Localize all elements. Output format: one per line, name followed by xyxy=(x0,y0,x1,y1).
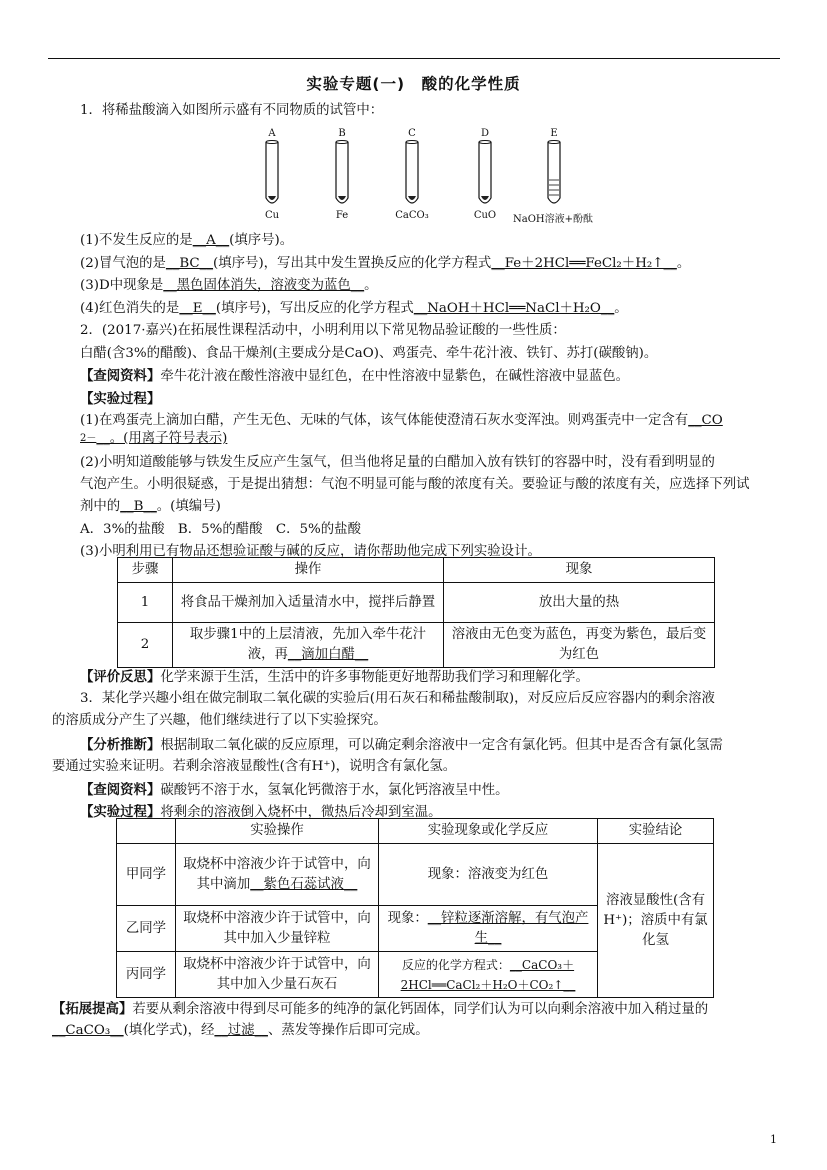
table-header: 操作 xyxy=(173,558,444,583)
table-header: 现象 xyxy=(444,558,715,583)
table-header: 步骤 xyxy=(118,558,173,583)
tube-a-label: A xyxy=(268,128,276,139)
q3-stem-l2: 的溶质成分产生了兴趣，他们继续进行了以下实验探究。 xyxy=(52,713,387,728)
answer-blank: __A__ xyxy=(192,233,230,248)
q2-part1-cont: $^{2-}$__。(用离子符号表示) xyxy=(80,431,228,446)
q3-table xyxy=(116,818,714,998)
solid-sample xyxy=(481,196,489,200)
page-number: 1 xyxy=(770,1133,777,1146)
q2-part1: (1)在鸡蛋壳上滴加白醋，产生无色、无味的气体，该气体能使澄清石灰水变浑浊。则鸡蛋壳中一定含有__CO xyxy=(80,413,723,428)
answer-equation: __Fe＋2HCl══FeCl₂＋H₂↑__ xyxy=(491,256,677,271)
table-header: 实验操作 xyxy=(176,819,379,844)
table-row: 丙同学 取烧杯中溶液少许于试管中，向其中加入少量石灰石 反应的化学方程式：__CaCO₃＋2HCl══CaCl₂＋H₂O＋CO₂↑__ xyxy=(117,952,714,998)
answer-blank: __E__ xyxy=(179,301,216,316)
q1-part3: (3)D中现象是__黑色固体消失，溶液变为蓝色__。 xyxy=(80,278,378,293)
tube-b-substance: Fe xyxy=(335,210,349,221)
q3-analysis: 【分析推断】根据制取二氧化碳的反应原理，可以确定剩余溶液中一定含有氯化钙。但其中是否含有氯化氢需 xyxy=(80,737,723,753)
conclusion-cell: 溶液显酸性(含有H⁺)；溶质中有氯化氢 xyxy=(598,844,714,998)
test-tube-figure xyxy=(250,128,593,225)
test-tube-rim xyxy=(479,141,491,144)
tube-c-substance: CaCO₃ xyxy=(395,210,429,221)
q2-options: A．3%的盐酸 B．5%的醋酸 C．5%的盐酸 xyxy=(80,522,361,537)
q2-materials: 白醋(含3%的醋酸)、食品干燥剂(主要成分是CaO)、鸡蛋壳、牵牛花汁液、铁钉、苏打(碳酸钠)。 xyxy=(80,346,658,361)
tube-e-label: E xyxy=(550,128,558,139)
test-tube xyxy=(336,142,348,203)
table-header: 实验结论 xyxy=(598,819,714,844)
q3-analysis-cont: 要通过实验来证明。若剩余溶液显酸性(含有H⁺)，说明含有氯化氢。 xyxy=(52,759,457,774)
q2-part3: (3)小明利用已有物品还想验证酸与碱的反应，请你帮助他完成下列实验设计。 xyxy=(80,544,541,559)
answer-blank: __黑色固体消失，溶液变为蓝色__ xyxy=(163,278,365,293)
test-tube xyxy=(266,142,278,203)
q2-process-tag: 【实验过程】 xyxy=(80,391,161,407)
tube-c-label: C xyxy=(408,128,416,139)
page-title: 实验专题(一) 酸的化学性质 xyxy=(306,75,521,93)
q2-evaluation: 【评价反思】化学来源于生活，生活中的许多事物能更好地帮助我们学习和理解化学。 xyxy=(80,669,589,685)
q2-part2-l2: 气泡产生。小明很疑惑，于是提出猜想：气泡不明显可能与酸的浓度有关。要验证与酸的浓度有关，应选择下列试 xyxy=(80,477,750,492)
table-row: 2 取步骤1中的上层清液，先加入牵牛花汁液，再__滴加白醋__ 溶液由无色变为蓝色，再变为紫色，最后变为红色 xyxy=(118,623,715,668)
header-rule xyxy=(48,58,780,59)
q3-process: 【实验过程】将剩余的溶液倒入烧杯中，微热后冷却到室温。 xyxy=(80,804,442,820)
q3-extension: 【拓展提高】若要从剩余溶液中得到尽可能多的纯净的氯化钙固体，同学们认为可以向剩余溶液中加入稍过量的 xyxy=(52,1001,709,1017)
tube-a-substance: Cu xyxy=(264,210,280,221)
test-tube xyxy=(406,142,418,203)
test-tube-rim xyxy=(406,141,418,144)
table-row: 1 将食品干燥剂加入适量清水中，搅拌后静置 放出大量的热 xyxy=(118,583,715,623)
test-tube-rim xyxy=(336,141,348,144)
tube-d-label: D xyxy=(480,128,490,139)
q1-part4: (4)红色消失的是__E__(填序号)，写出反应的化学方程式__NaOH＋HCl══NaCl＋H₂O__。 xyxy=(80,301,628,316)
q2-part2-l3: 剂中的__B__。(填编号) xyxy=(80,499,221,514)
q2-table xyxy=(117,557,715,668)
table-row: 甲同学 取烧杯中溶液少许于试管中，向其中滴加__紫色石蕊试液__ 现象：溶液变为红色 溶液显酸性(含有H⁺)；溶质中有氯化氢 xyxy=(117,844,714,906)
q1-part2: (2)冒气泡的是__BC__(填序号)，写出其中发生置换反应的化学方程式__Fe＋2HCl══FeCl₂＋H₂↑__。 xyxy=(80,256,691,271)
test-tube xyxy=(479,142,491,203)
q2-reference: 【查阅资料】牵牛花汁液在酸性溶液中显红色，在中性溶液中显紫色，在碱性溶液中显蓝色。 xyxy=(80,368,630,384)
tube-b-label: B xyxy=(338,128,346,139)
answer-blank: __BC__ xyxy=(165,256,214,271)
q1-stem: 1．将稀盐酸滴入如图所示盛有不同物质的试管中： xyxy=(80,103,384,118)
solid-sample xyxy=(268,196,276,200)
table-header: 实验现象或化学反应 xyxy=(379,819,598,844)
solid-sample xyxy=(408,196,416,200)
solid-sample xyxy=(338,196,346,200)
q2-part2-l1: (2)小明知道酸能够与铁发生反应产生氢气，但当他将足量的白醋加入放有铁钉的容器中时，没有看到明显的 xyxy=(80,455,715,470)
test-tube xyxy=(548,142,560,203)
answer-equation: __NaOH＋HCl══NaCl＋H₂O__ xyxy=(413,301,615,316)
q3-reference: 【查阅资料】碳酸钙不溶于水，氢氧化钙微溶于水，氯化钙溶液呈中性。 xyxy=(80,782,509,798)
test-tubes-svg xyxy=(250,128,580,223)
q2-stem: 2．(2017·嘉兴)在拓展性课程活动中，小明利用以下常见物品验证酸的一些性质： xyxy=(80,323,566,338)
q1-part1: (1)不发生反应的是__A__(填序号)。 xyxy=(80,233,294,248)
q3-extension-cont: __CaCO₃__(填化学式)，经__过滤__、蒸发等操作后即可完成。 xyxy=(52,1023,429,1038)
q3-stem-l1: 3．某化学兴趣小组在做完制取二氧化碳的实验后(用石灰石和稀盐酸制取)，对反应后反应容器内的剩余溶液 xyxy=(80,691,715,706)
table-row: 乙同学 取烧杯中溶液少许于试管中，向其中加入少量锌粒 现象：__锌粒逐渐溶解，有气泡产生__ xyxy=(117,906,714,952)
test-tube-rim xyxy=(266,141,278,144)
test-tube-rim xyxy=(548,141,560,144)
tube-d-substance: CuO xyxy=(473,210,497,221)
tube-e-substance: NaOH溶液+酚酞 xyxy=(512,214,593,225)
